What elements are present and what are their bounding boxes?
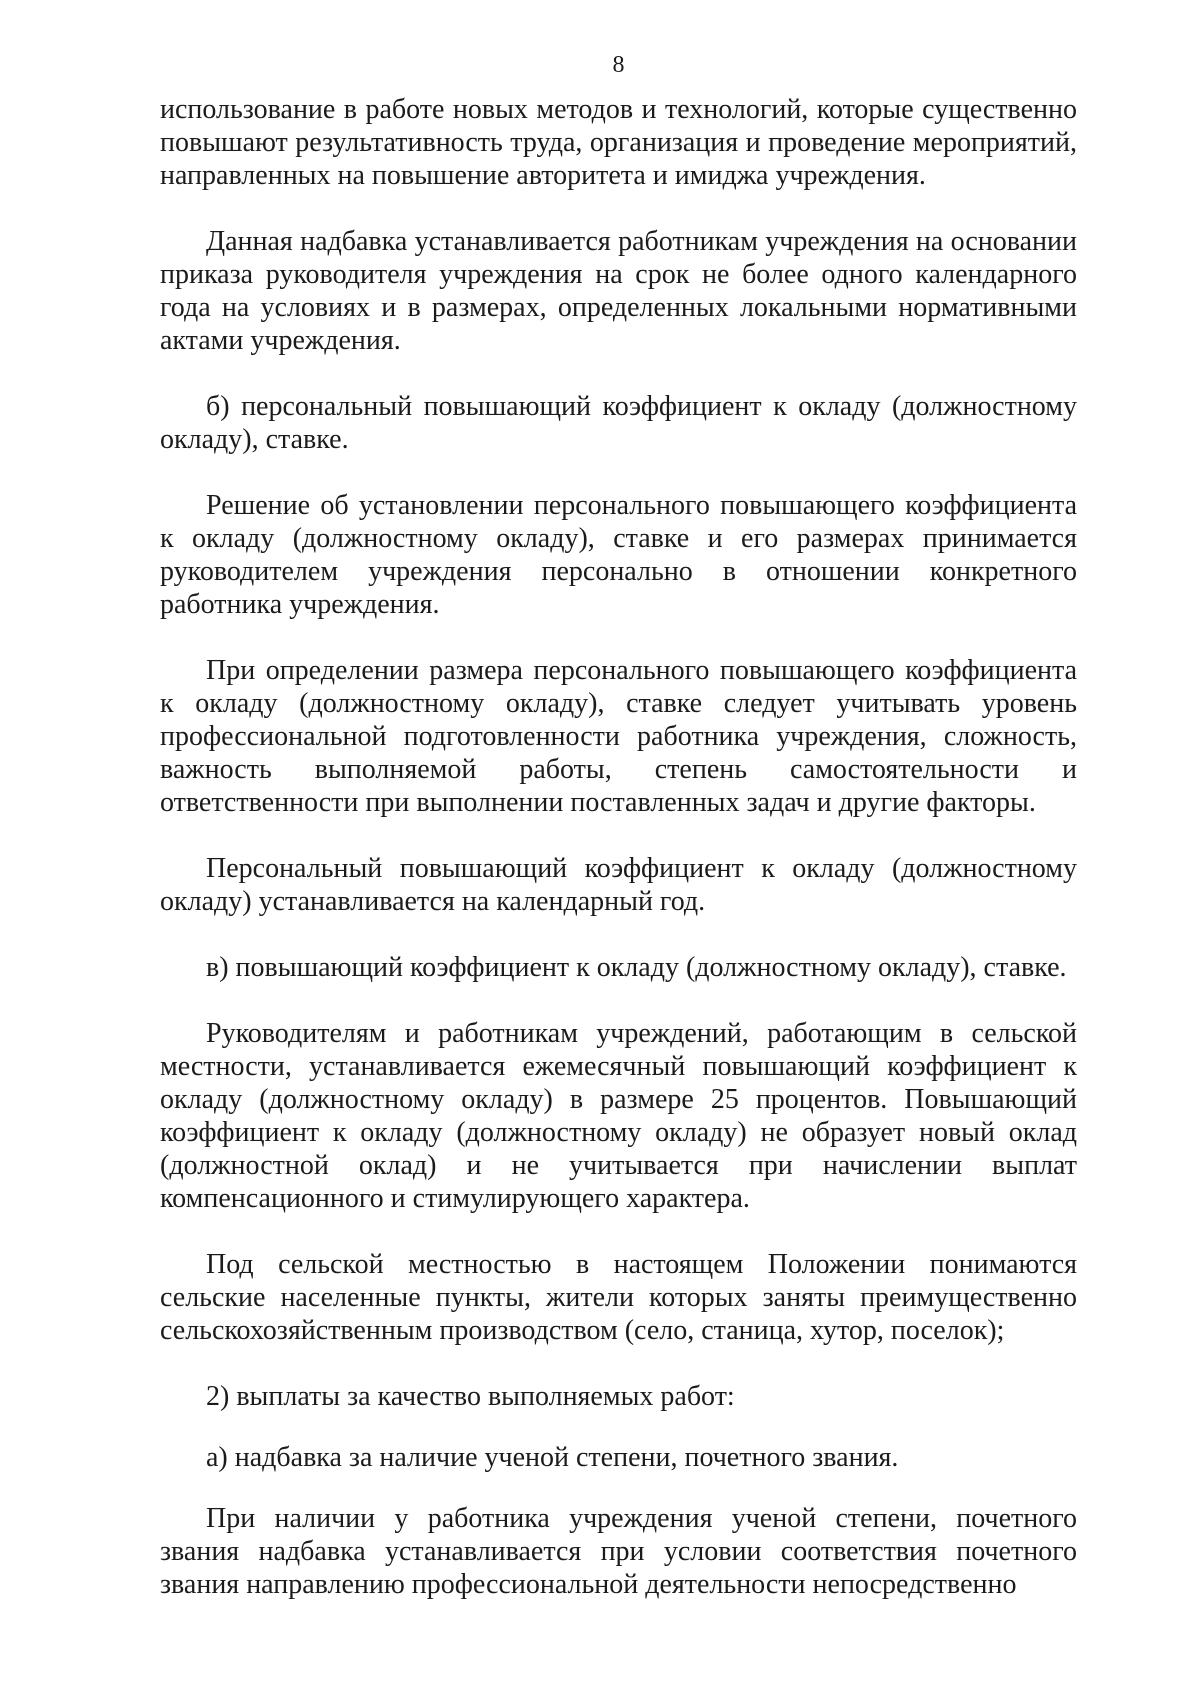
paragraph-academic-degree: При наличии у работника учреждения ученой степени, почетного звания надбавка устанавливается при условии соответствия почетного звания направлению профессиональной деятельности непосредственно <box>160 1503 1077 1600</box>
paragraph-item-v: в) повышающий коэффициент к окладу (должностному окладу), ставке. <box>206 952 1067 983</box>
paragraph-item-a: а) надбавка за наличие ученой степени, почетного звания. <box>206 1442 899 1473</box>
paragraph-rural-definition: Под сельской местностью в настоящем Положении понимаются сельские населенные пункты, жители которых заняты преимущественно сельскохозяйственным производством (село, станица, хутор, поселок); <box>160 1249 1077 1346</box>
paragraph-decision: Решение об установлении персонального повышающего коэффициента к окладу (должностному окладу), ставке и его размерах принимается руководителем учреждения персонально в отношении конкретного работника учреждения. <box>160 490 1077 620</box>
page-number: 8 <box>612 52 625 78</box>
paragraph-rural-coefficient: Руководителям и работникам учреждений, работающим в сельской местности, устанавливается ежемесячный повышающий коэффициент к окладу (должностному окладу) в размере 25 процентов. Повышающий коэффициент к окладу (должностному окладу) не образует новый оклад (должностной оклад) и не учитывается при начислении выплат компенсационного и стимулирующего характера. <box>160 1018 1077 1214</box>
paragraph-allowance-basis: Данная надбавка устанавливается работникам учреждения на основании приказа руководителя учреждения на срок не более одного календарного года на условиях и в размерах, определенных локальными нормативными актами учреждения. <box>160 226 1077 356</box>
paragraph-continuation: использование в работе новых методов и технологий, которые существенно повышают результативность труда, организация и проведение мероприятий, направленных на повышение авторитета и имиджа учреждения. <box>160 94 1077 191</box>
paragraph-item-2: 2) выплаты за качество выполняемых работ: <box>206 1381 735 1412</box>
document-body <box>160 93 1077 1634</box>
paragraph-personal-coefficient: Персональный повышающий коэффициент к окладу (должностному окладу) устанавливается на календарный год. <box>160 853 1077 917</box>
paragraph-determination: При определении размера персонального повышающего коэффициента к окладу (должностному окладу), ставке следует учитывать уровень профессиональной подготовленности работника учреждения, сложность, важность выполняемой работы, степень самостоятельности и ответственности при выполнении поставленных задач и другие факторы. <box>160 655 1077 818</box>
paragraph-item-b: б) персональный повышающий коэффициент к окладу (должностному окладу), ставке. <box>160 391 1077 455</box>
